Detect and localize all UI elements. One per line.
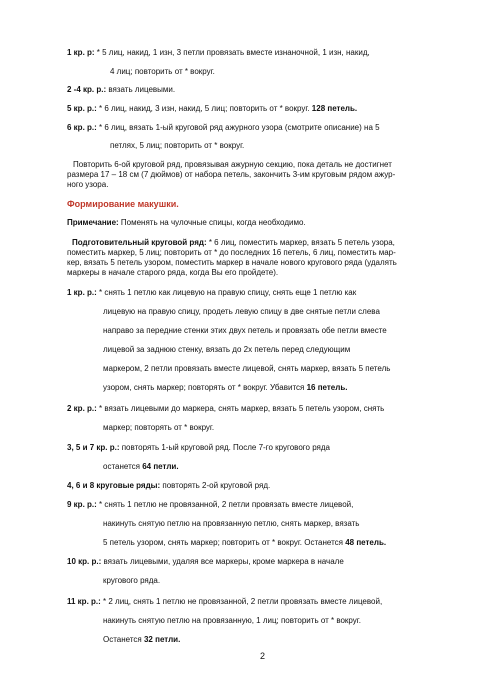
prep-row-line-3: кер, вязать 5 петель узором, поместить маркер в начале нового кругового ряда (удалять (67, 258, 397, 267)
crown-row-1-line-6: узором, снять маркер; повторять от * вокруг. Убавится 16 петель. (103, 383, 348, 392)
row-2-4: 2 -4 кр. р.: вязать лицевыми. (67, 85, 176, 94)
crown-row-11-line-3: Останется 32 петли. (103, 635, 181, 644)
crown-row-2-line-1: 2 кр. р.: * вязать лицевыми до маркера, снять маркер, вязать 5 петель узором, снять (67, 404, 385, 413)
row-6-line-2: петлях, 5 лиц; повторить от * вокруг. (110, 141, 245, 150)
crown-row-11-line-2: накинуть снятую петлю на провязанную, 1 лиц; повторить от * вокруг. (103, 616, 361, 625)
crown-row-1-line-1: 1 кр. р.: * снять 1 петлю как лицевую на правую спицу, снять еще 1 петлю как (67, 288, 357, 297)
crown-rows-3-5-7-line-1: 3, 5 и 7 кр. р.: повторять 1-ый круговой ряд. После 7-го кругового ряда (67, 443, 331, 452)
row-1-line-1: 1 кр. р: * 5 лиц, накид, 1 изн, 3 петли провязать вместе изнаночной, 1 изн, накид, (67, 48, 370, 57)
crown-row-1-line-4: лицевой за заднюю стенку, вязать до 2х петель перед следующим (103, 345, 351, 354)
row-5: 5 кр. р.: * 6 лиц, накид, 3 изн, накид, 5 лиц; повторить от * вокруг. 128 петель. (67, 104, 358, 113)
page-number: 2 (260, 651, 266, 661)
crown-row-1-line-2: лицевую на правую спицу, продеть левую спицу в две снятые петли слева (103, 307, 380, 316)
crown-row-9-line-1: 9 кр. р.: * снять 1 петлю не провязанной, 2 петли провязать вместе лицевой, (67, 500, 354, 509)
prep-row-line-1: Подготовительный круговой ряд: * 6 лиц, поместить маркер, вязать 5 петель узора, (72, 238, 395, 247)
repeat-para-line-2: размера 17 – 18 см (7 дюймов) от набора петель, закончить 3-им круговым рядом ажур- (67, 170, 396, 179)
crown-row-11-line-1: 11 кр. р.: * 2 лиц, снять 1 петлю не провязанной, 2 петли провязать вместе лицевой, (67, 597, 383, 606)
section-heading: Формирование макушки. (67, 199, 179, 209)
prep-row-line-4: маркеры в начале старого ряда, когда Вы его пройдете). (67, 268, 279, 277)
repeat-para-line-1: Повторить 6-ой круговой ряд, провязывая ажурную секцию, пока деталь не достигнет (73, 160, 392, 169)
repeat-para-line-3: ного узора. (67, 180, 109, 189)
crown-row-9-line-3: 5 петель узором, снять маркер; повторить от * вокруг. Останется 48 петель. (103, 538, 387, 547)
row-6-line-1: 6 кр. р.: * 6 лиц, вязать 1-ый круговой ряд ажурного узора (смотрите описание) на 5 (67, 123, 380, 132)
crown-row-10-line-2: кругового ряда. (103, 576, 161, 585)
crown-rows-4-6-8: 4, 6 и 8 круговые ряды: повторять 2-ой круговой ряд. (67, 481, 271, 490)
row-1-line-2: 4 лиц; повторить от * вокруг. (110, 67, 215, 76)
prep-row-line-2: поместить маркер, 5 лиц; повторить от * до последних 16 петель, 6 лиц, поместить мар- (67, 248, 396, 257)
crown-rows-3-5-7-line-2: останется 64 петли. (103, 462, 179, 471)
crown-row-2-line-2: маркер; повторять от * вокруг. (103, 423, 215, 432)
crown-row-10-line-1: 10 кр. р.: вязать лицевыми, удаляя все маркеры, кроме маркера в начале (67, 557, 344, 566)
crown-row-9-line-2: накинуть снятую петлю на провязанную петлю, снять маркер, вязать (103, 519, 360, 528)
crown-row-1-line-3: направо за передние стенки этих двух петель и провязать обе петли вместе (103, 326, 387, 335)
crown-row-1-line-5: маркером, 2 петли провязать вместе лицевой, снять маркер, вязать 5 петель (103, 364, 391, 373)
note: Примечание: Поменять на чулочные спицы, когда необходимо. (67, 218, 306, 227)
